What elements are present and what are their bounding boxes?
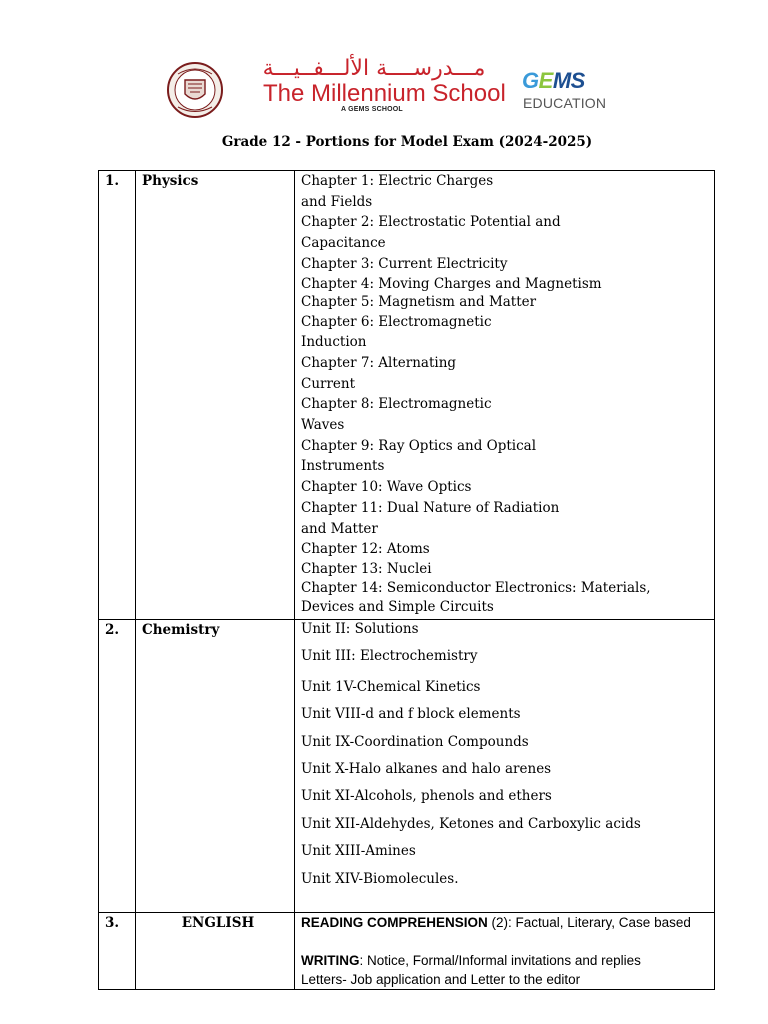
- chemistry-units: [295, 620, 715, 913]
- unit-line: Unit XIV-Biomolecules.: [301, 871, 459, 887]
- chapter-line: Chapter 8: Electromagnetic: [301, 396, 492, 413]
- unit-line: Unit VIII-d and f block elements: [301, 706, 521, 722]
- school-tagline: A GEMS SCHOOL: [341, 106, 403, 113]
- portions-table: [98, 170, 715, 990]
- gems-education-label: EDUCATION: [523, 95, 607, 111]
- document-title: Grade 12 - Portions for Model Exam (2024-2025): [221, 134, 593, 150]
- unit-line: Unit 1V-Chemical Kinetics: [301, 679, 481, 695]
- gems-logo: GEMS: [522, 68, 585, 93]
- physics-chapters: [295, 171, 715, 620]
- writing-line-2: Letters- Job application and Letter to the editor: [301, 972, 581, 987]
- chapter-line: Waves: [301, 417, 345, 434]
- unit-line: Unit XII-Aldehydes, Ketones and Carboxylic acids: [301, 816, 641, 832]
- chapter-line: and Matter: [301, 520, 378, 537]
- subject-name: ENGLISH: [136, 913, 295, 990]
- chapter-line: Chapter 12: Atoms: [301, 541, 430, 558]
- subject-name: Chemistry: [136, 620, 295, 913]
- chapter-line: Chapter 6: Electromagnetic: [301, 313, 492, 330]
- chapter-line: Chapter 2: Electrostatic Potential and: [301, 214, 561, 231]
- reading-label: READING COMPREHENSION: [301, 915, 488, 930]
- chapter-line: Chapter 7: Alternating: [301, 354, 457, 371]
- writing-label: WRITING: [301, 953, 360, 968]
- unit-line: Unit IX-Coordination Compounds: [301, 734, 529, 750]
- unit-line: Unit II: Solutions: [301, 621, 419, 637]
- chapter-line: Chapter 1: Electric Charges: [301, 173, 494, 189]
- chapter-line: Capacitance: [301, 235, 386, 252]
- chapter-line: Chapter 11: Dual Nature of Radiation: [301, 499, 560, 516]
- row-number: 2.: [99, 620, 136, 913]
- chapter-line: Chapter 5: Magnetism and Matter: [301, 293, 537, 310]
- chapter-line: Chapter 10: Wave Optics: [301, 479, 472, 496]
- school-name-arabic: مـــدرســــة الألـــفــيـــة: [262, 56, 486, 81]
- chapter-line: Chapter 13: Nuclei: [301, 560, 432, 577]
- reading-line: [301, 913, 714, 932]
- unit-line: Unit X-Halo alkanes and halo arenes: [301, 761, 552, 777]
- school-name: The Millennium School: [263, 80, 506, 107]
- chapter-line: Induction: [301, 334, 367, 351]
- spacer: [301, 932, 714, 951]
- chapter-line: Current: [301, 375, 356, 392]
- chapter-line: Devices and Simple Circuits: [301, 598, 494, 615]
- row-number: 3.: [99, 913, 136, 990]
- chapter-line: Chapter 4: Moving Charges and Magnetism: [301, 275, 602, 292]
- reading-text: (2): Factual, Literary, Case based: [487, 915, 691, 930]
- unit-line: Unit XI-Alcohols, phenols and ethers: [301, 788, 552, 804]
- chapter-line: Instruments: [301, 458, 385, 475]
- school-crest-logo: [166, 60, 224, 120]
- chapter-line: Chapter 3: Current Electricity: [301, 255, 508, 272]
- table-row-english: [99, 913, 715, 990]
- table-row-physics: [99, 171, 715, 620]
- row-number: 1.: [99, 171, 136, 620]
- table-row-chemistry: [99, 620, 715, 913]
- chapter-line: Chapter 9: Ray Optics and Optical: [301, 437, 537, 454]
- writing-line: [301, 951, 714, 970]
- english-topics: [295, 913, 715, 990]
- unit-line: Unit III: Electrochemistry: [301, 648, 478, 664]
- subject-name: Physics: [136, 171, 295, 620]
- chapter-line: Chapter 14: Semiconductor Electronics: Materials,: [301, 579, 651, 596]
- chapter-line: and Fields: [301, 193, 373, 210]
- writing-text: : Notice, Formal/Informal invitations and replies: [359, 953, 641, 968]
- unit-line: Unit XIII-Amines: [301, 843, 416, 859]
